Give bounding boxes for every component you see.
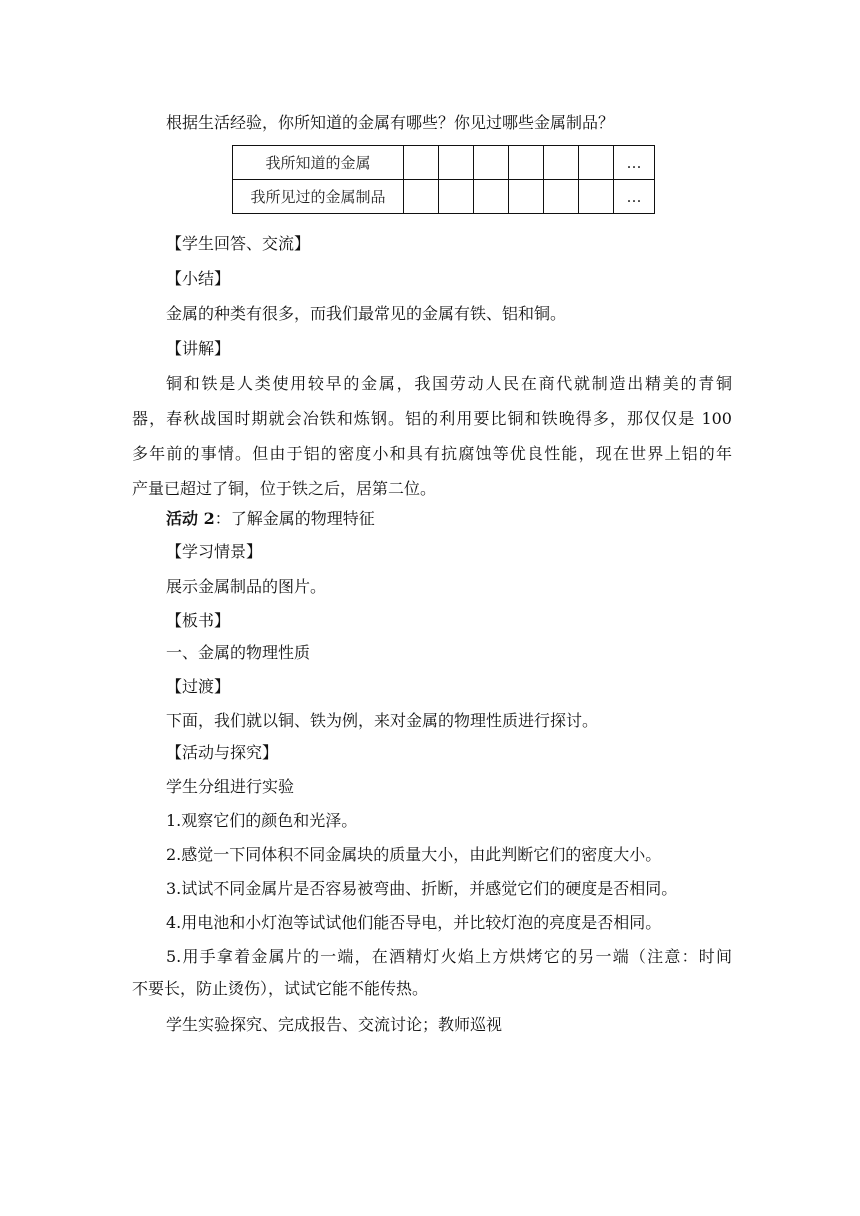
step-item: 2.感觉一下同体积不同金属块的质量大小，由此判断它们的密度大小。	[166, 845, 662, 864]
activity2-heading	[166, 509, 375, 529]
board-text: 一、金属的物理性质	[166, 643, 311, 662]
table-row	[233, 146, 655, 180]
step-item-continued: 不要长，防止烫伤），试试它能不能传热。	[132, 979, 429, 998]
table-row-label: 我所见过的金属制品	[233, 180, 404, 214]
scenario-heading: 【学习情景】	[166, 542, 263, 561]
table-cell	[404, 146, 439, 180]
step-item: 4.用电池和小灯泡等试试他们能否导电，并比较灯泡的亮度是否相同。	[166, 913, 662, 932]
scenario-text: 展示金属制品的图片。	[166, 577, 327, 596]
activity2-text: ：了解金属的物理特征	[214, 509, 375, 528]
activity2-label: 活动 2	[166, 509, 215, 528]
transition-text: 下面，我们就以铜、铁为例，来对金属的物理性质进行探讨。	[166, 711, 599, 730]
step-item: 1.观察它们的颜色和光泽。	[166, 811, 358, 830]
table-cell	[579, 146, 614, 180]
closing-text: 学生实验探究、完成报告、交流讨论；教师巡视	[166, 1015, 503, 1034]
board-heading: 【板书】	[166, 611, 231, 630]
table-cell	[439, 180, 474, 214]
step-item: 3.试试不同金属片是否容易被弯曲、折断，并感觉它们的硬度是否相同。	[166, 879, 678, 898]
table-ellipsis: …	[614, 146, 655, 180]
explain-line: 产量已超过了铜，位于铁之后，居第二位。	[132, 479, 437, 498]
summary-heading: 【小结】	[166, 269, 231, 288]
explain-line: 铜和铁是人类使用较早的金属，我国劳动人民在商代就制造出精美的青铜	[166, 374, 732, 393]
step-item: 5.用手拿着金属片的一端，在酒精灯火焰上方烘烤它的另一端（注意：时间	[166, 947, 732, 966]
transition-heading: 【过渡】	[166, 677, 231, 696]
explore-heading: 【活动与探究】	[166, 743, 279, 762]
table-ellipsis: …	[614, 180, 655, 214]
table-cell	[544, 146, 579, 180]
table-cell	[404, 180, 439, 214]
table-row	[233, 180, 655, 214]
table-cell	[509, 146, 544, 180]
table-cell	[509, 180, 544, 214]
summary-text: 金属的种类有很多，而我们最常见的金属有铁、铝和铜。	[166, 304, 567, 323]
explain-line: 多年前的事情。但由于铝的密度小和具有抗腐蚀等优良性能，现在世界上铝的年	[132, 444, 732, 463]
table-cell	[474, 180, 509, 214]
explain-line: 器，春秋战国时期就会冶铁和炼钢。铝的利用要比铜和铁晚得多，那仅仅是 100	[132, 409, 732, 428]
explore-intro: 学生分组进行实验	[166, 777, 295, 796]
metals-table	[232, 145, 655, 214]
table-cell	[544, 180, 579, 214]
table-cell	[474, 146, 509, 180]
table-row-label: 我所知道的金属	[233, 146, 404, 180]
explain-heading: 【讲解】	[166, 339, 231, 358]
table-cell	[579, 180, 614, 214]
intro-question: 根据生活经验，你所知道的金属有哪些？你见过哪些金属制品？	[166, 113, 615, 132]
table-cell	[439, 146, 474, 180]
student-answer-heading: 【学生回答、交流】	[166, 234, 311, 253]
